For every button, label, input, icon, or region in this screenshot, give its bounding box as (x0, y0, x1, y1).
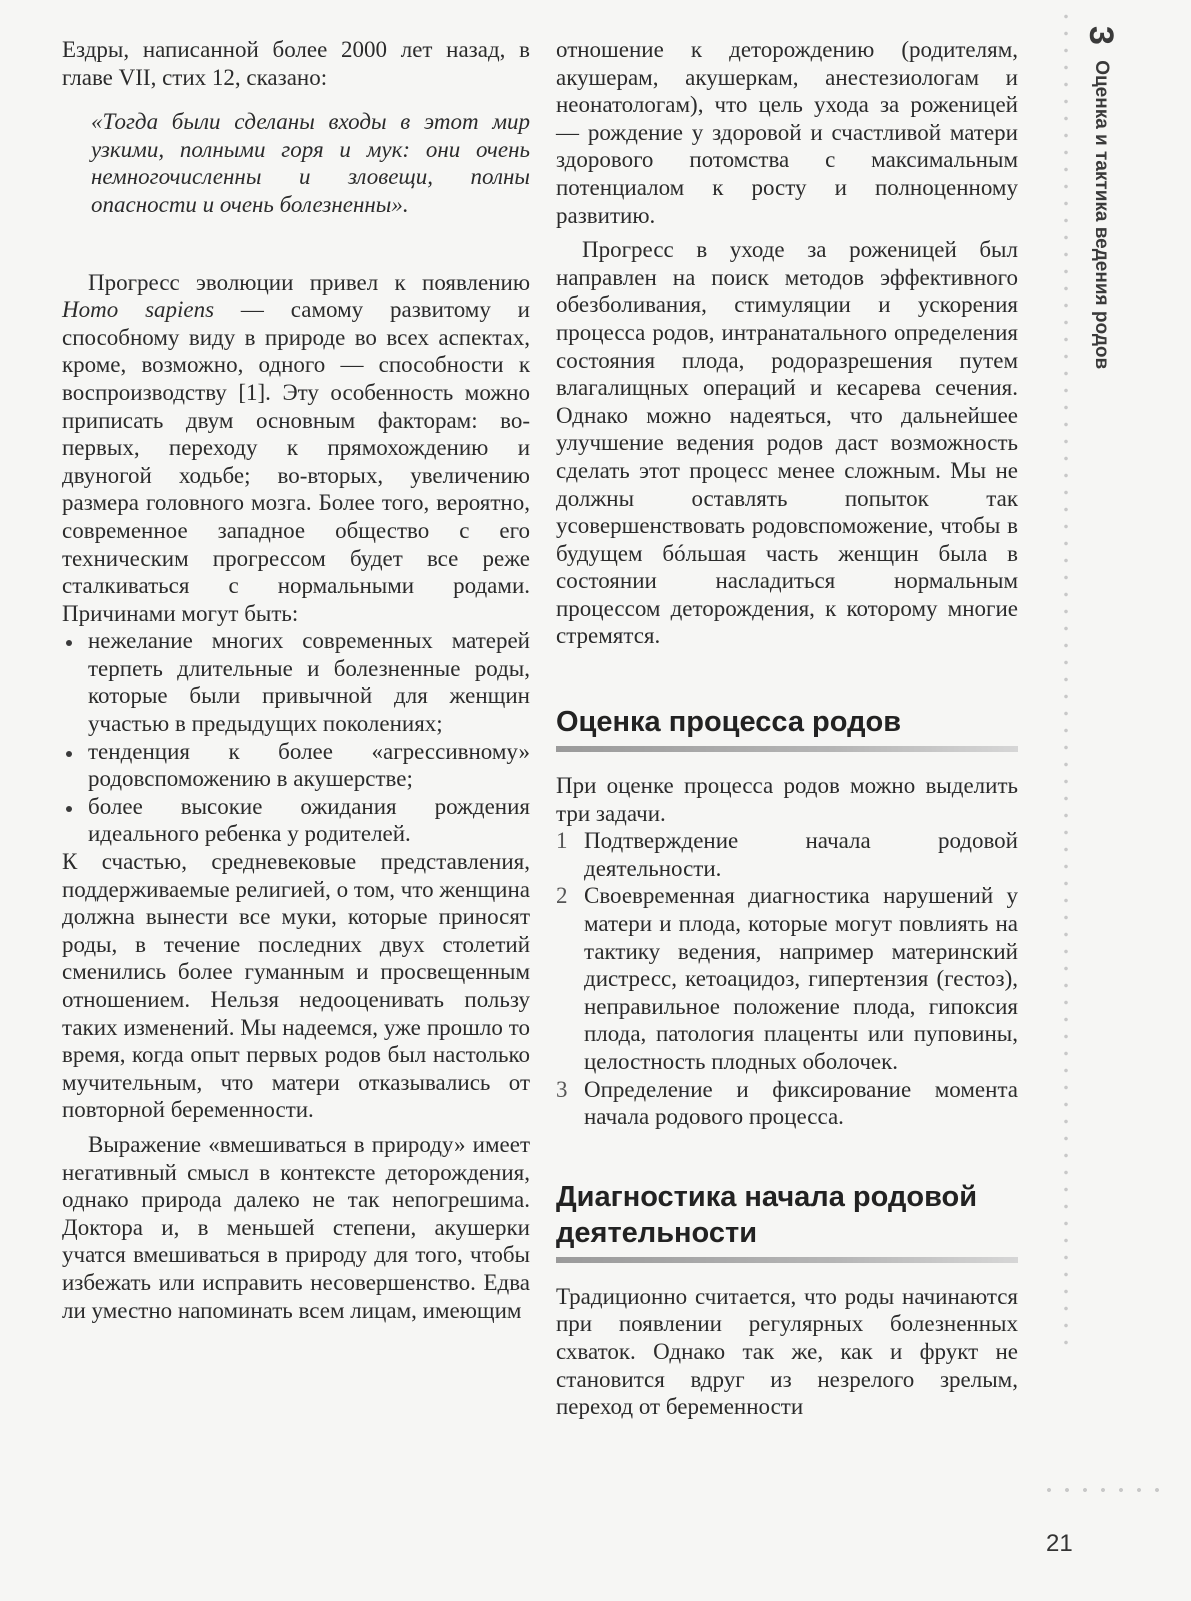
page-number: 21 (1046, 1530, 1073, 1557)
list-item (556, 1076, 1018, 1131)
medieval-paragraph: К счастью, средневековые представления, поддерживаемые религией, о том, что женщина должна вынести все муки, которые приносят роды, в течение последних двух столетий сменились более гуманным и просвещенным отношением. Нельзя недооценивать пользу таких изменений. Мы надеемся, уже прошло то время, когда опыт первых родов был настолько мучительным, что матери отказывались от повторной беременности. (62, 849, 530, 1123)
intervention-paragraph: Выражение «вмешиваться в природу» имеет негативный смысл в контексте деторождения, однако природа далеко не так непогрешима. Доктора и, в меньшей степени, акушерки учатся вмешиваться в природу для того, чтобы избежать или исправить несовершенство. Едва ли уместно напоминать всем лицам, имеющим (62, 1131, 530, 1323)
chapter-sidebar (1080, 26, 1122, 1356)
list-number: 2 (556, 883, 568, 909)
chapter-title: Оценка и тактика ведения родов (1091, 60, 1112, 370)
care-goal-paragraph: отношение к деторождению (родителям, акушерам, акушеркам, анестезиологам и неонатологам), что цель ухода за роженицей — рождение у здоровой и счастливой матери здорового потомства с максимальным потенциалом к росту и полноценному развитию. (556, 37, 1018, 228)
list-text: Определение и фиксирование момента начала родового процесса. (584, 1076, 1018, 1130)
epigraph-quote: «Тогда были сделаны входы в этот мир узкими, полными горя и мук: они очень немногочисленны и зловещи, полны опасности и очень болезненны». (91, 109, 530, 217)
heading-rule (556, 746, 1018, 752)
progress-paragraph: Прогресс в уходе за роженицей был направлен на поиск методов эффективного обезболивания, стимуляции и ускорения процесса родов, интранатального определения состояния плода, родоразрешения путем влагалищных операций и кесарева сечения. Однако можно надеяться, что дальнейшее улучшение ведения родов даст возможность сделать этот процесс менее сложным. Мы не должны оставлять попыток так усовершенствовать родовспоможение, чтобы в будущем бóльшая часть женщин была в состоянии насладиться нормальным процессом деторождения, к которому многие стремятся. (556, 237, 1018, 649)
list-number: 1 (556, 828, 568, 854)
right-column (556, 36, 1018, 1421)
dotted-footer-line (1040, 1486, 1160, 1494)
reasons-list (62, 627, 530, 848)
chapter-tab (1080, 26, 1122, 486)
dotted-margin-line (1063, 8, 1069, 1348)
species-name: Homo sapiens (62, 297, 215, 323)
evolution-paragraph-rest: — самому развитому и способному виду в природе во всех аспектах, кроме, возможно, одного — способности к воспроизводству [1]. Эту особенность можно приписать двум основным факторам: во-первых, переходу к прямохождению и двуногой ходьбе; во-вторых, увеличению размера головного мозга. Более того, вероятно, современное западное общество с его техническим прогрессом будет все реже сталкиваться с нормальными родами. Причинами могут быть: (62, 297, 530, 626)
list-item: тенденция к более «агрессивному» родовспоможению в акушерстве; (62, 738, 530, 793)
left-column (62, 36, 530, 1324)
list-text: Подтверждение начала родовой деятельности. (584, 828, 1018, 881)
list-item: более высокие ожидания рождения идеального ребенка у родителей. (62, 793, 530, 848)
diagnosis-paragraph: Традиционно считается, что роды начинаются при появлении регулярных болезненных схваток. Однако так же, как и фрукт не становится вдруг из незрелого зрелым, переход от беременности (556, 1283, 1018, 1420)
chapter-number: 3 (1082, 26, 1120, 45)
list-number: 3 (556, 1076, 568, 1102)
heading-rule (556, 1257, 1018, 1263)
tasks-list (556, 827, 1018, 1131)
list-item (556, 827, 1018, 882)
intro-paragraph: Ездры, написанной более 2000 лет назад, в главе VII, стих 12, сказано: (62, 37, 530, 90)
list-item: нежелание многих современных матерей терпеть длительные и болезненные роды, которые были привычной для женщин участью в предыдущих поколениях; (62, 627, 530, 737)
evolution-paragraph-start: Прогресс эволюции привел к появлению (88, 269, 530, 295)
section-heading-diagnosis: Диагностика начала родовой деятельности (556, 1180, 978, 1249)
section-heading-assessment: Оценка процесса родов (556, 706, 902, 739)
assessment-paragraph: При оценке процесса родов можно выделить три задачи. (556, 773, 1018, 826)
evolution-paragraph (62, 269, 530, 628)
list-text: Своевременная диагностика нарушений у матери и плода, которые могут повлиять на тактику ведения, например материнский дистресс, кетоацидоз, гипертензия (гестоз), неправильное положение плода, гипоксия плода, патология плаценты или пуповины, целостность плодных оболочек. (584, 883, 1018, 1074)
list-item (556, 882, 1018, 1075)
